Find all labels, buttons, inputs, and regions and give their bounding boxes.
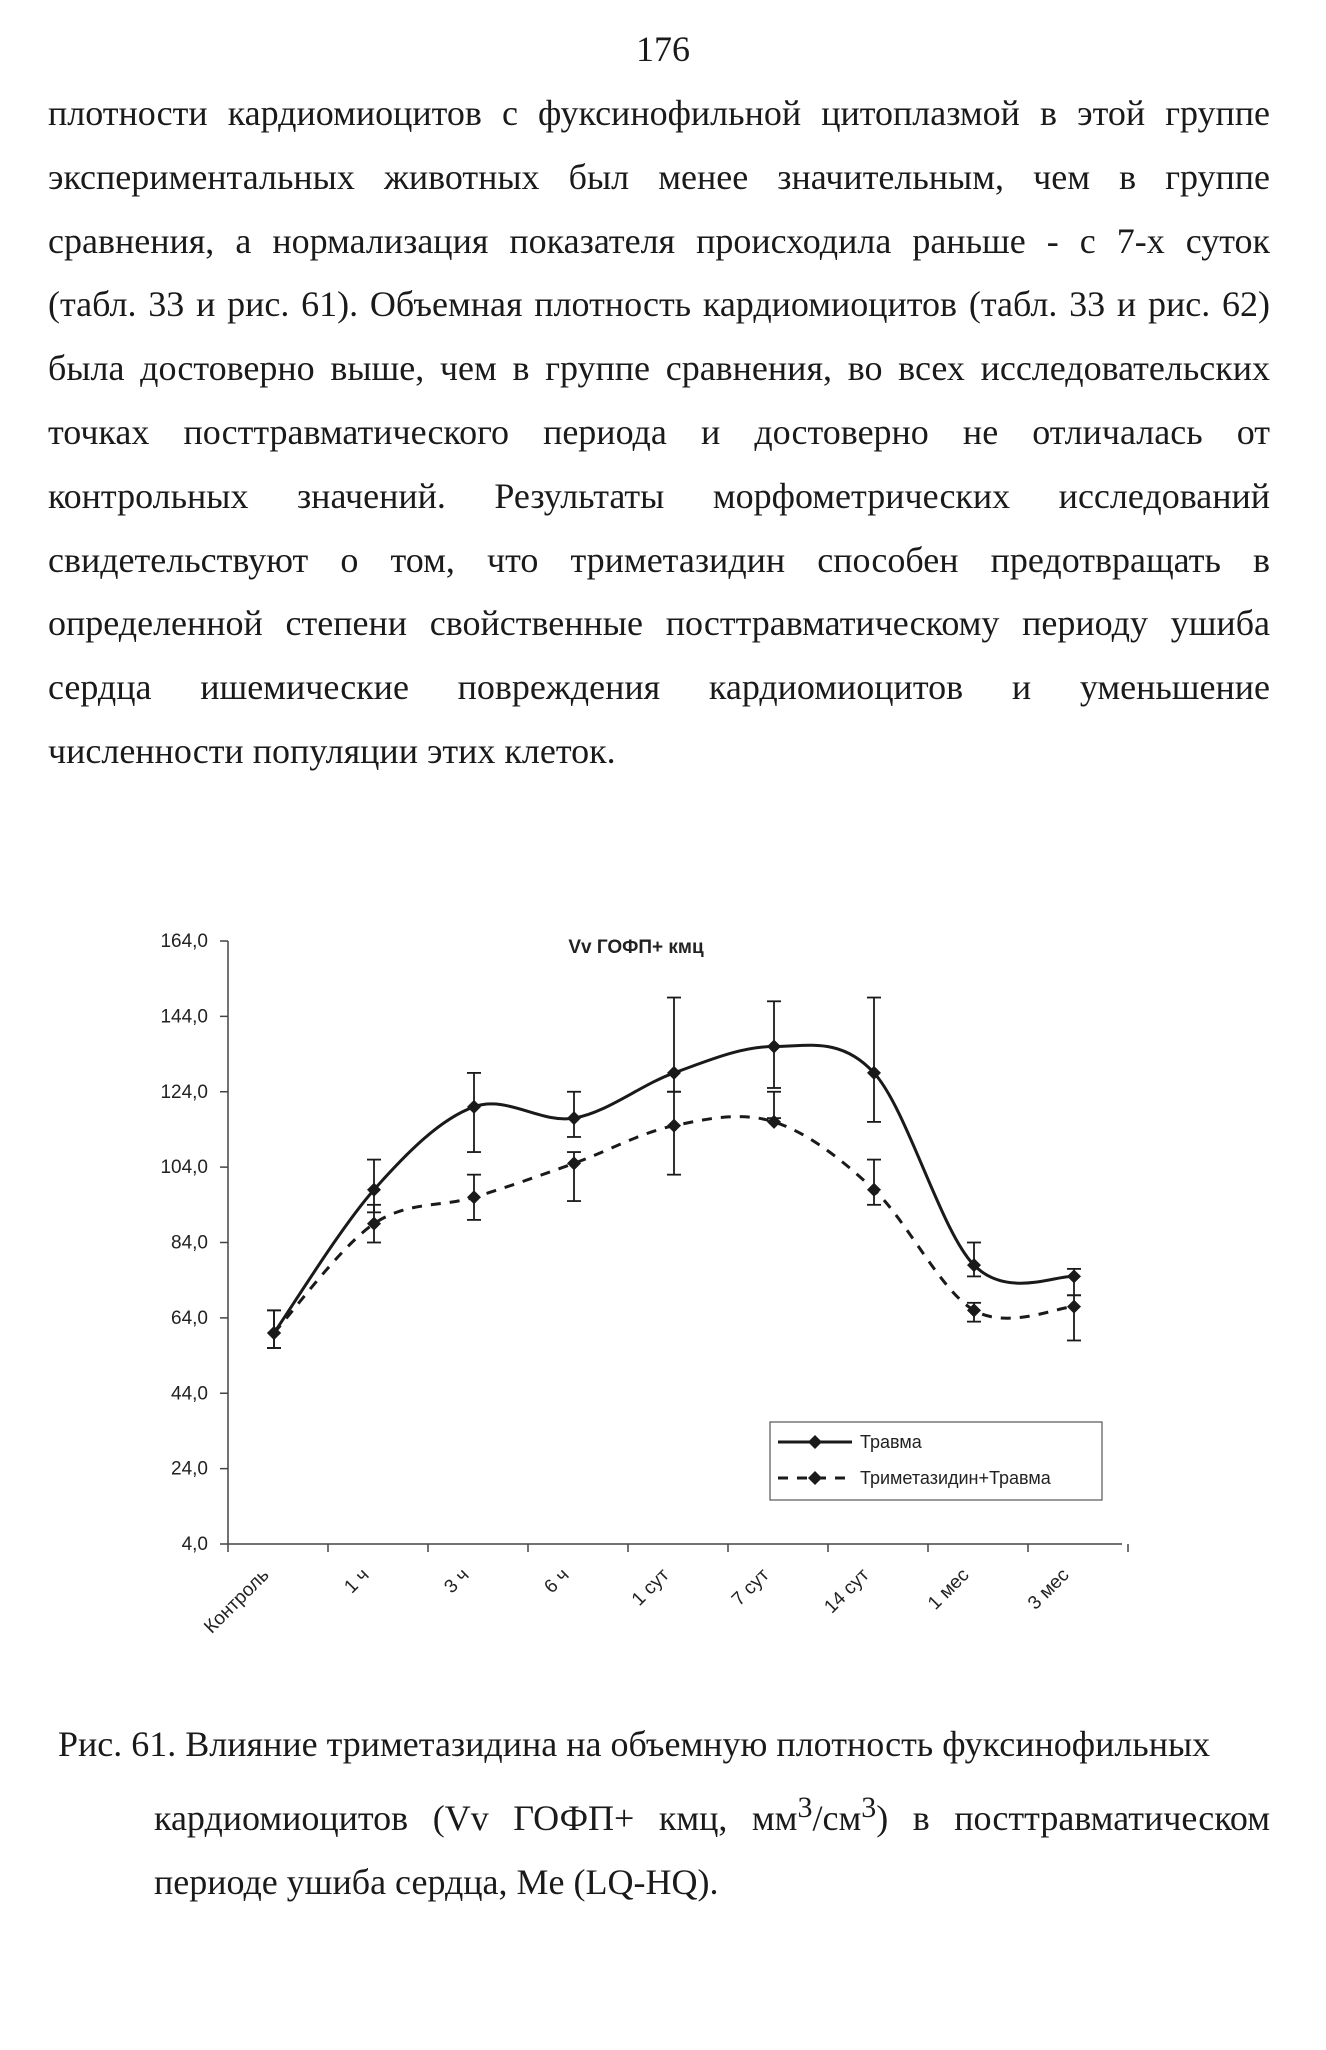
body-line: свидетельствуют о том, что триметазидин способен предотвращать в: [48, 539, 1270, 580]
data-point: [667, 1066, 681, 1080]
body-line: численности популяции этих клеток.: [48, 730, 616, 771]
data-point: [767, 1115, 781, 1129]
body-line: сердца ишемические повреждения кардиомиоцитов и уменьшение: [48, 667, 1270, 708]
caption-text: /см: [812, 1798, 862, 1838]
body-line: сравнения, а нормализация показателя происходила раньше - с 7-х суток: [48, 220, 1270, 261]
x-tick-label: 1 ч: [340, 1564, 374, 1598]
legend-label: Триметазидин+Травма: [860, 1468, 1051, 1488]
y-tick-label: 124,0: [160, 1081, 208, 1103]
y-tick-label: 144,0: [160, 1006, 208, 1028]
x-tick-label: 3 ч: [440, 1564, 474, 1598]
caption-text: Влияние триметазидина на объемную плотность фуксинофильных: [185, 1724, 1211, 1764]
data-point: [1067, 1300, 1081, 1314]
caption-line-2: [58, 1776, 1270, 1850]
x-tick-label: 1 сут: [627, 1564, 674, 1611]
x-tick-label: 6 ч: [540, 1564, 574, 1598]
data-point: [567, 1111, 581, 1125]
superscript: 3: [797, 1791, 813, 1824]
y-tick-label: 64,0: [171, 1307, 208, 1329]
y-tick-label: 84,0: [171, 1232, 208, 1254]
x-tick-label: 14 сут: [820, 1564, 874, 1618]
y-tick-label: 24,0: [171, 1458, 208, 1480]
legend-label: Травма: [860, 1432, 922, 1452]
y-tick-label: 164,0: [160, 931, 208, 952]
data-point: [767, 1040, 781, 1054]
body-line: плотности кардиомиоцитов с фуксинофильной цитоплазмой в этой группе: [48, 93, 1270, 133]
data-point: [867, 1183, 881, 1197]
body-line: экспериментальных животных был менее значительным, чем в группе: [48, 156, 1270, 197]
data-point: [467, 1190, 481, 1204]
y-tick-label: 4,0: [181, 1534, 208, 1555]
data-point: [467, 1100, 481, 1114]
caption-label: Рис. 61.: [58, 1724, 177, 1764]
body-line: была достоверно выше, чем в группе сравнения, во всех исследовательских: [48, 348, 1270, 389]
superscript: 3: [861, 1791, 877, 1824]
data-point: [667, 1119, 681, 1133]
figure-caption: [58, 1712, 1270, 1914]
x-tick-label: 7 сут: [727, 1564, 774, 1611]
y-tick-label: 44,0: [171, 1383, 208, 1405]
data-point: [567, 1156, 581, 1170]
y-tick-label: 104,0: [160, 1157, 208, 1179]
caption-text: кардиомиоцитов (Vv ГОФП+ кмц, мм: [154, 1798, 798, 1838]
x-tick-label: 3 мес: [1024, 1564, 1074, 1615]
data-point: [1067, 1269, 1081, 1283]
legend-box: [770, 1422, 1102, 1500]
caption-line-3: периоде ушиба сердца, Me (LQ-HQ).: [154, 1862, 719, 1902]
body-line: точках посттравматического периода и достоверно не отличалась от: [48, 411, 1270, 452]
body-text: [48, 82, 1270, 784]
x-tick-label: 1 мес: [924, 1564, 974, 1615]
body-line: (табл. 33 и рис. 61). Объемная плотность кардиомиоцитов (табл. 33 и рис. 62): [48, 284, 1270, 325]
x-tick-label: Контроль: [200, 1564, 274, 1638]
body-line: контрольных значений. Результаты морфометрических исследований: [48, 475, 1270, 516]
line-chart: [0, 900, 1326, 1700]
caption-text: ) в посттравматическом: [876, 1798, 1270, 1838]
page-number: 176: [636, 29, 690, 69]
caption-line-1: [58, 1712, 1270, 1776]
chart-title: Vv ГОФП+ кмц: [568, 937, 704, 958]
body-line: определенной степени свойственные посттравматическому периоду ушиба: [48, 603, 1270, 644]
